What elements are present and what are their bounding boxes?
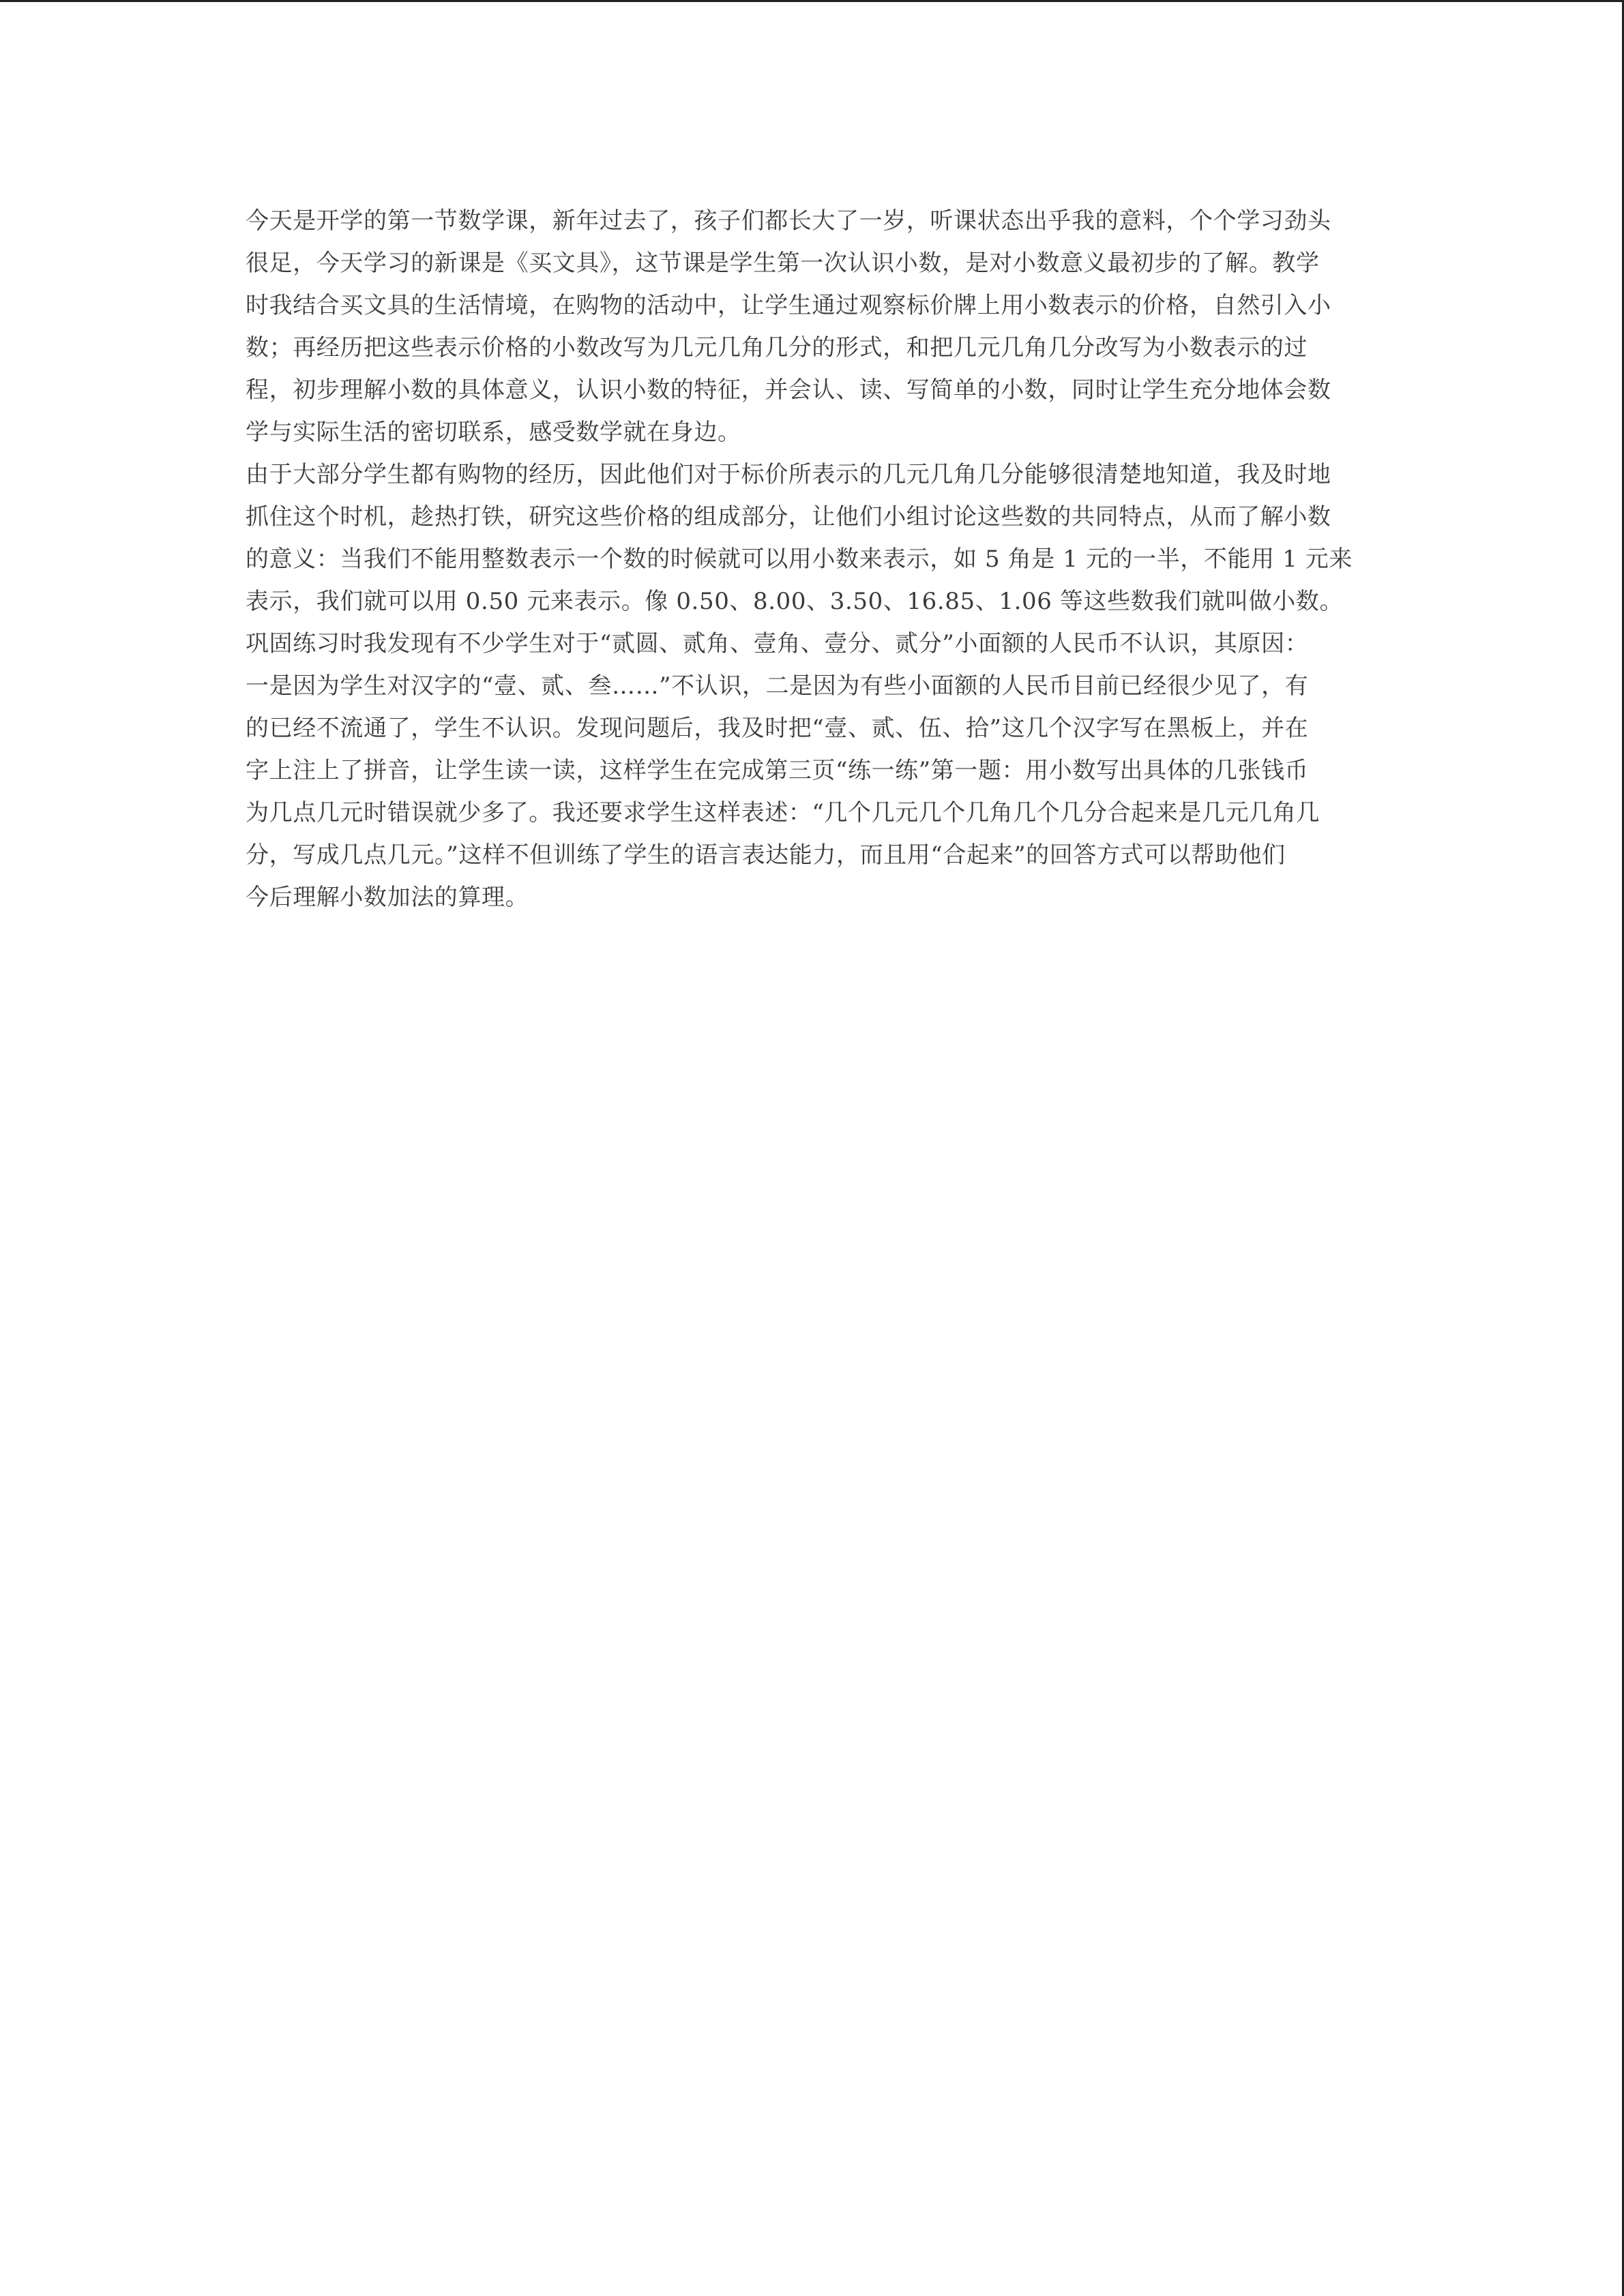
text-line: 分，写成几点几元。”这样不但训练了学生的语言表达能力，而且用“合起来”的回答方式可以帮助他们 [246,841,1286,869]
text-line: 的意义：当我们不能用整数表示一个数的时候就可以用小数来表示，如 5 角是 1 元的一半，不能用 1 元来 [246,546,1353,573]
text-line: 字上注上了拼音，让学生读一读，这样学生在完成第三页“练一练”第一题：用小数写出具体的几张钱币 [246,757,1309,784]
text-line: 数；再经历把这些表示价格的小数改写为几元几角几分的形式，和把几元几角几分改写为小数表示的过 [246,334,1308,361]
text-line: 一是因为学生对汉字的“壹、贰、叁……”不认识，二是因为有些小面额的人民币目前已经很少见了，有 [246,672,1309,700]
text-line: 今后理解小数加法的算理。 [246,884,529,911]
text-line: 程，初步理解小数的具体意义，认识小数的特征，并会认、读、写简单的小数，同时让学生充分地体会数 [246,376,1331,404]
text-line: 抓住这个时机，趁热打铁，研究这些价格的组成部分，让他们小组讨论这些数的共同特点，从而了解小数 [246,503,1331,531]
text-line: 为几点几元时错误就少多了。我还要求学生这样表述：“几个几元几个几角几个几分合起来是几元几角几 [246,799,1320,826]
text-line: 很足，今天学习的新课是《买文具》，这节课是学生第一次认识小数，是对小数意义最初步的了解。教学 [246,250,1320,277]
text-line: 由于大部分学生都有购物的经历，因此他们对于标价所表示的几元几角几分能够很清楚地知道，我及时地 [246,461,1331,488]
paragraph-2 [246,453,1379,623]
paragraph-1 [246,200,1379,453]
paragraph-3 [246,623,1379,919]
text-line: 表示，我们就可以用 0.50 元来表示。像 0.50、8.00、3.50、16.85、1.06 等这些数我们就叫做小数。 [246,588,1344,615]
text-line: 时我结合买文具的生活情境，在购物的活动中，让学生通过观察标价牌上用小数表示的价格，自然引入小 [246,292,1331,319]
text-line: 巩固练习时我发现有不少学生对于“贰圆、贰角、壹角、壹分、贰分”小面额的人民币不认识，其原因： [246,630,1309,657]
text-line: 学与实际生活的密切联系，感受数学就在身边。 [246,419,741,446]
document-body [246,200,1379,919]
text-line: 的已经不流通了，学生不认识。发现问题后，我及时把“壹、贰、伍、拾”这几个汉字写在黑板上，并在 [246,715,1309,742]
text-line: 今天是开学的第一节数学课，新年过去了，孩子们都长大了一岁，听课状态出乎我的意料，个个学习劲头 [246,207,1331,235]
